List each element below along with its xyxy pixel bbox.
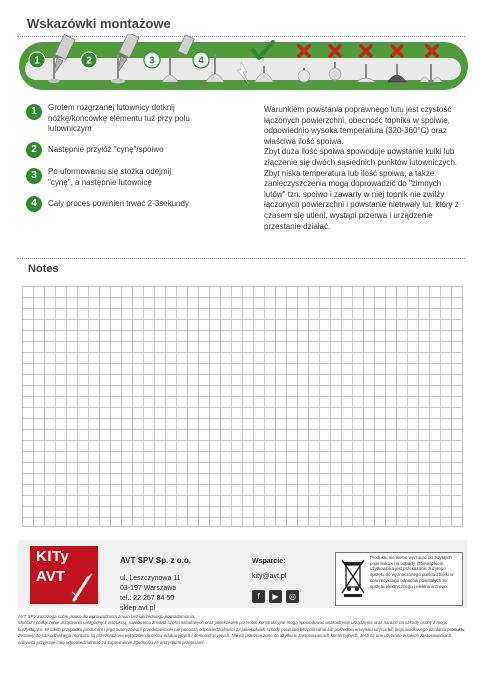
youtube-icon[interactable]: ▶ — [269, 590, 282, 603]
soldering-note-paragraph: Warunkiem powstania poprawnego lutu jest czystość łączonych powierzchni, obecność topnika w spoiwie, odpowiednio wysoka temperatura (320-360°C) oraz właściwa ilość spoiwa. — [264, 105, 452, 146]
step-badge-1: 1 — [34, 55, 40, 67]
notes-grid — [22, 286, 463, 527]
kity-avt-logo — [30, 546, 98, 604]
incorrect-joints-drawing — [298, 62, 442, 82]
step-badge-2: 2 — [86, 55, 92, 67]
notes-divider — [17, 258, 465, 259]
logo-text-avt: AVT — [36, 568, 65, 585]
correct-joint-drawing — [255, 73, 273, 82]
crossed-bin-icon — [341, 557, 365, 597]
company-address — [120, 574, 181, 614]
website-link[interactable]: sklep.avt.pl — [120, 605, 156, 612]
phone-number: tel.: 22 257 84 50 — [120, 595, 175, 602]
address-line-2: 03-197 Warszawa — [120, 585, 177, 592]
address-line-1: ul. Leszczynowa 11 — [120, 575, 181, 582]
legal-disclaimer — [18, 614, 468, 646]
instagram-icon[interactable]: ◎ — [286, 590, 299, 603]
step-number-3: 3 — [26, 168, 42, 184]
legal-paragraph: AVT SPV zastrzega sobie prawo do wprowadzania zmian bez uprzedniego powiadamiania. — [18, 614, 196, 619]
notes-title: Notes — [28, 263, 59, 275]
support-label: Wsparcie: — [252, 558, 286, 565]
x-icons — [299, 46, 437, 56]
divider-bolt-icon — [237, 62, 249, 84]
step-number-1: 1 — [26, 104, 42, 120]
facebook-icon[interactable]: f — [252, 590, 265, 603]
logo-text-kity: KITy — [36, 548, 70, 565]
soldering-iron-icon — [70, 572, 96, 602]
instruction-text-1: Grotem rozgrzanej lutownicy dotknij nóżkę/końcówkę elementu tuż przy polu lutowniczym — [48, 103, 190, 133]
step-3-drawing — [162, 35, 194, 82]
soldering-note-paragraph: Zbyt duża ilość spoiwa spowoduje powstanie kulki lub złączenie się dwóch sąsiednich punktów lutowniczych. — [264, 147, 457, 167]
legal-paragraph: Montaż i podłączenie urządzenia niezgodny z instrukcją, samowolna zmiana części składowych oraz jakiekolwiek przeróbki konstrukcyjne mogą spowodować uszkodzenie urządzenia oraz narazić na szkodę osoby z niego korzystające. W takim przypadku producent i jego autoryzowani przedstawiciele nie ponoszą odpowiedzialności za jakiekolwiek szkody powstałe bezpośrednio lub pośrednio w wyniku użycia lub nieprawidłowego działania produktu. — [18, 620, 466, 632]
instruction-text-2: Następnie przyłóż "cynę"/spoiwo — [48, 145, 164, 154]
step-badge-3: 3 — [149, 55, 155, 67]
soldering-note-paragraph: Zbyt niska temperatura lub ilość spoiwa, a także zanieczyszczenia mogą doprowadzić do "zimnych lutów" tzn. spoiwo i zawarty w niej topnik nie zwilży łączonych powierzchni i powstanie nietrwały lut, który z czasem się utleni, wystąpi przerwa i urządzenie przestanie działać. — [264, 168, 459, 231]
step-number-2: 2 — [26, 142, 42, 158]
page-title: Wskazówki montażowe — [27, 16, 171, 31]
support-email[interactable]: kity@avt.pl — [252, 573, 287, 580]
step-number-4: 4 — [26, 196, 42, 212]
step-1-drawing — [48, 34, 75, 83]
step-badge-4: 4 — [198, 55, 204, 67]
legal-paragraph: Zestawy do samodzielnego montażu są przeznaczone wyłącznie do celów edukacyjnych i demonstracyjnych. Nie są przeznaczone do użytku w zastosowaniach komercyjnych. Jeśli są one używane w takich zastosowaniach, nabywca przyjmuje całą odpowiedzialność za zapewnienie zgodności ze wszystkimi przepisami. — [18, 633, 453, 645]
step-2-drawing — [111, 34, 139, 84]
weee-notice-text: Produktu nie wolno wyrzucać do zwykłych pojemników na odpady. Obowiązkiem użytkownika jest przekazanie zużytego sprzętu do wyznaczonego punktu zbiórki w celu recyklingu odpadów powstałych ze sprzętu elektrycznego i elektronicznego. — [370, 555, 454, 589]
company-name: AVT SPV Sp. z o.o. — [120, 556, 191, 565]
soldering-steps-drawing — [19, 34, 468, 94]
instruction-text-3: Po uformowaniu się stożka odejmij "cynę", a następnie lutownicę — [48, 167, 172, 187]
soldering-notes — [264, 105, 464, 232]
instruction-text-4: Cały proces powinien trwać 2-3sekundy — [48, 199, 189, 208]
check-icon — [253, 42, 273, 58]
